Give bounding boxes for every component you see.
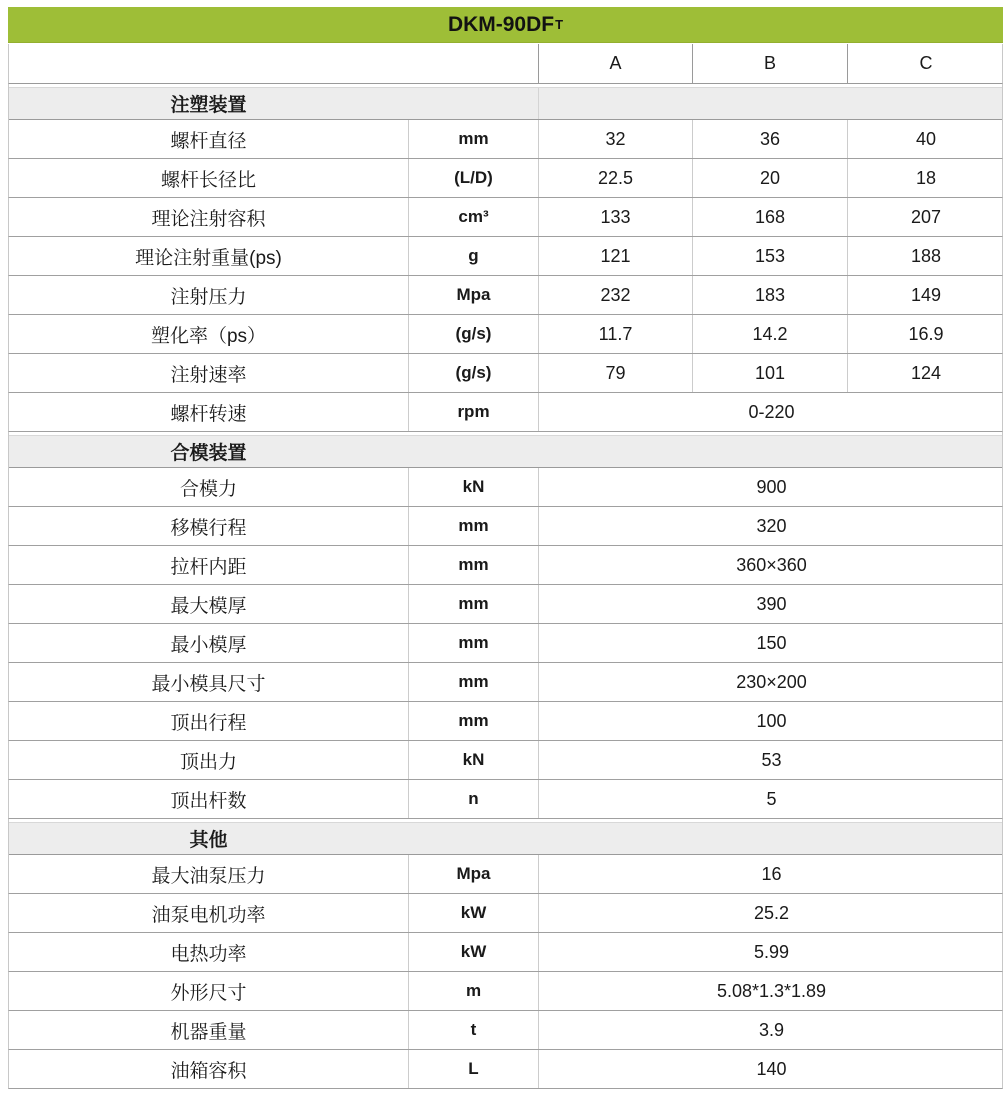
param-value-c: 124 — [847, 354, 1004, 392]
param-name: 塑化率（ps） — [150, 325, 267, 347]
param-name: 最大模厚 — [170, 595, 247, 617]
param-name: 螺杆转速 — [170, 403, 247, 425]
param-name: 理论注射重量(ps) — [135, 247, 282, 269]
param-name: 注射压力 — [170, 286, 247, 308]
param-value-a: 32 — [538, 120, 692, 158]
param-value-a: 121 — [538, 237, 692, 275]
param-unit: kW — [408, 894, 538, 932]
param-unit: L — [408, 1050, 538, 1088]
column-header-blank — [9, 44, 538, 83]
table-row — [8, 663, 1003, 702]
table-row — [8, 468, 1003, 507]
param-unit: Mpa — [408, 855, 538, 893]
param-unit: kN — [408, 741, 538, 779]
table-row — [8, 393, 1003, 432]
table-row — [8, 1011, 1003, 1050]
param-name: 拉杆内距 — [170, 556, 247, 578]
param-unit: kN — [408, 468, 538, 506]
param-value: 25.2 — [538, 894, 1004, 932]
column-header-c: C — [847, 44, 1004, 83]
param-name: 理论注射容积 — [151, 208, 266, 230]
param-unit: (g/s) — [408, 315, 538, 353]
param-value: 0-220 — [538, 393, 1004, 431]
param-name: 顶出力 — [179, 751, 237, 773]
section-band — [9, 87, 1002, 120]
section-row-clamping — [8, 432, 1003, 468]
section-fill — [538, 436, 1002, 467]
table-row — [8, 1050, 1003, 1089]
section-row-other — [8, 819, 1003, 855]
param-unit: t — [408, 1011, 538, 1049]
table-row — [8, 894, 1003, 933]
section-fill — [408, 436, 538, 467]
param-unit: mm — [408, 624, 538, 662]
table-row — [8, 780, 1003, 819]
param-value-b: 101 — [692, 354, 847, 392]
section-band — [9, 822, 1002, 855]
table-row — [8, 933, 1003, 972]
param-value: 230×200 — [538, 663, 1004, 701]
model-name: DKM-90DF — [447, 12, 555, 36]
param-value: 100 — [538, 702, 1004, 740]
column-header-b: B — [692, 44, 847, 83]
param-value: 5.08*1.3*1.89 — [538, 972, 1004, 1010]
param-unit: m — [408, 972, 538, 1010]
param-value-a: 232 — [538, 276, 692, 314]
table-row — [8, 585, 1003, 624]
section-title: 其他 — [189, 830, 228, 851]
param-name: 合模力 — [179, 478, 237, 500]
param-unit: mm — [408, 546, 538, 584]
param-unit: Mpa — [408, 276, 538, 314]
param-name: 外形尺寸 — [170, 982, 247, 1004]
param-unit: (L/D) — [408, 159, 538, 197]
param-value-b: 20 — [692, 159, 847, 197]
param-name: 电热功率 — [170, 943, 247, 965]
section-band — [9, 435, 1002, 468]
param-value: 5.99 — [538, 933, 1004, 971]
param-value-a: 79 — [538, 354, 692, 392]
param-unit: (g/s) — [408, 354, 538, 392]
section-title: 注塑装置 — [170, 95, 247, 116]
param-value: 360×360 — [538, 546, 1004, 584]
param-unit: mm — [408, 120, 538, 158]
table-row — [8, 972, 1003, 1011]
param-name: 油箱容积 — [170, 1060, 247, 1082]
param-unit: g — [408, 237, 538, 275]
table-row — [8, 507, 1003, 546]
param-value-c: 207 — [847, 198, 1004, 236]
param-name: 螺杆长径比 — [160, 169, 256, 191]
param-unit: n — [408, 780, 538, 818]
param-name: 注射速率 — [170, 364, 247, 386]
param-value-b: 153 — [692, 237, 847, 275]
param-unit: mm — [408, 702, 538, 740]
table-row — [8, 159, 1003, 198]
param-value: 140 — [538, 1050, 1004, 1088]
param-unit: kW — [408, 933, 538, 971]
param-name: 最大油泵压力 — [151, 865, 266, 887]
param-unit: rpm — [408, 393, 538, 431]
table-row — [8, 702, 1003, 741]
table-row — [8, 624, 1003, 663]
section-fill — [538, 88, 1002, 119]
param-name: 机器重量 — [170, 1021, 247, 1043]
param-value-a: 133 — [538, 198, 692, 236]
param-name: 油泵电机功率 — [151, 904, 266, 926]
table-row — [8, 546, 1003, 585]
table-row — [8, 276, 1003, 315]
param-name: 最小模厚 — [170, 634, 247, 656]
table-row — [8, 198, 1003, 237]
param-value: 390 — [538, 585, 1004, 623]
table-row — [8, 855, 1003, 894]
param-name: 移模行程 — [170, 517, 247, 539]
spec-table — [8, 7, 1003, 1089]
param-value: 150 — [538, 624, 1004, 662]
param-value-c: 188 — [847, 237, 1004, 275]
param-unit: mm — [408, 585, 538, 623]
param-value: 53 — [538, 741, 1004, 779]
param-value-c: 40 — [847, 120, 1004, 158]
param-value-a: 22.5 — [538, 159, 692, 197]
section-row-injection — [8, 84, 1003, 120]
param-value-b: 183 — [692, 276, 847, 314]
param-value-b: 36 — [692, 120, 847, 158]
param-name: 螺杆直径 — [170, 130, 247, 152]
param-value: 320 — [538, 507, 1004, 545]
section-title: 合模装置 — [170, 443, 247, 464]
param-name: 顶出杆数 — [170, 790, 247, 812]
param-value-c: 149 — [847, 276, 1004, 314]
table-row — [8, 354, 1003, 393]
param-value-c: 16.9 — [847, 315, 1004, 353]
section-fill — [538, 823, 1002, 854]
column-header-a: A — [538, 44, 692, 83]
param-unit: mm — [408, 507, 538, 545]
table-row — [8, 741, 1003, 780]
section-fill — [408, 88, 538, 119]
param-value-b: 168 — [692, 198, 847, 236]
param-value: 16 — [538, 855, 1004, 893]
table-row — [8, 120, 1003, 159]
param-unit: cm³ — [408, 198, 538, 236]
param-name: 最小模具尺寸 — [151, 673, 266, 695]
table-row — [8, 315, 1003, 354]
param-name: 顶出行程 — [170, 712, 247, 734]
param-value-c: 18 — [847, 159, 1004, 197]
param-value: 900 — [538, 468, 1004, 506]
param-unit: mm — [408, 663, 538, 701]
param-value: 3.9 — [538, 1011, 1004, 1049]
section-fill — [408, 823, 538, 854]
table-title-bar: DKM-90DF T — [8, 7, 1003, 43]
table-row — [8, 237, 1003, 276]
param-value-a: 11.7 — [538, 315, 692, 353]
param-value-b: 14.2 — [692, 315, 847, 353]
param-value: 5 — [538, 780, 1004, 818]
column-header-row — [8, 44, 1003, 84]
